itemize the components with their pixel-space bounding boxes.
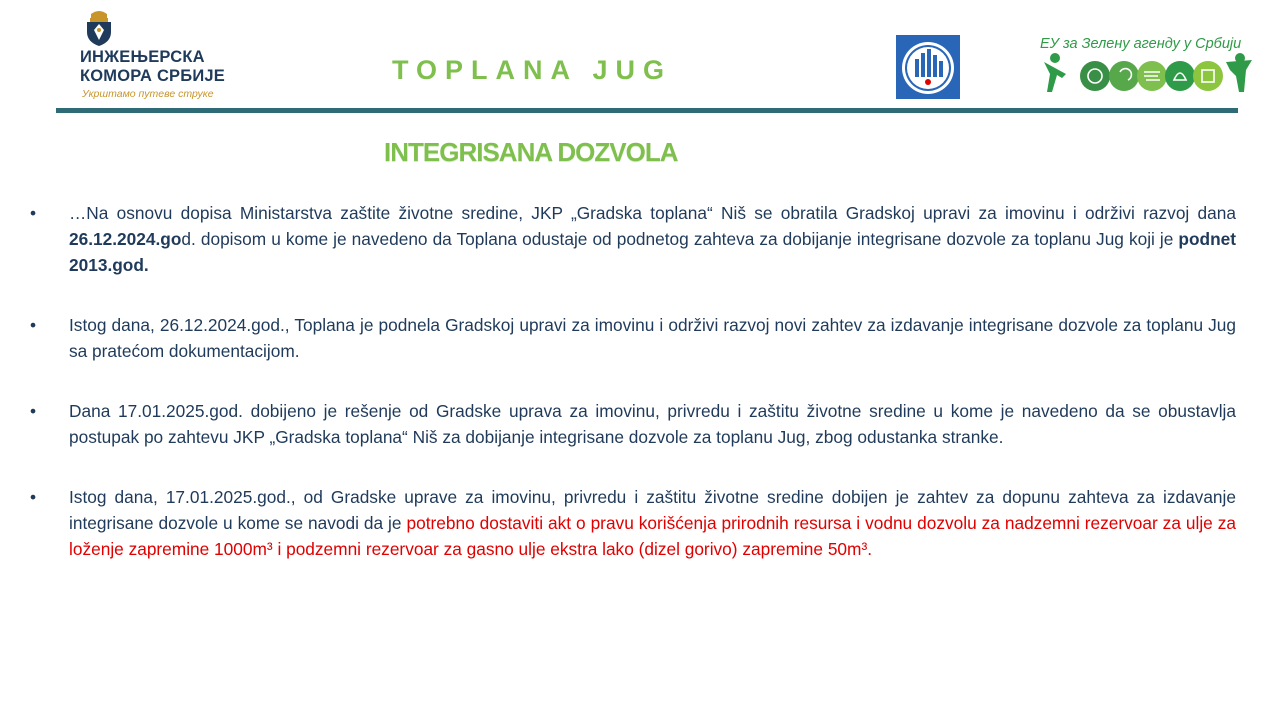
bullet-highlight-red: potrebno dostaviti akt o pravu korišćenja prirodnih resursa i vodnu dozvolu za nadzemni rezervoar za ulje za loženje zapremine 1000m³ i podzemni rezervoar za gasno ulje ekstra lako (dizel gorivo) zapremine 50m³.	[69, 513, 1236, 559]
bullet-bold-date: podnet 2013.god.	[69, 229, 1236, 275]
toplana-logo-icon	[896, 35, 960, 99]
eu-green-agenda-logo-icon	[1040, 34, 1265, 100]
bullet-text: Istog dana, 26.12.2024.god., Toplana je podnela Gradskoj upravi za imovinu i održivi razvoj novi zahtev za izdavanje integrisane dozvole za toplanu Jug sa pratećom dokumentacijom.	[69, 315, 1236, 361]
bullet-list	[30, 200, 1236, 596]
bullet-text: Dana 17.01.2025.god. dobijeno je rešenje od Gradske uprava za imovinu, privredu i zaštitu životne sredine u kome je navedeno da se obustavlja postupak po zahtevu JKP „Gradska toplana“ Niš za dobijanje integrisane dozvole za toplanu Jug, zbog odustanka stranke.	[69, 401, 1236, 447]
bullet-marker: •	[30, 315, 37, 335]
bullet-marker: •	[30, 203, 37, 223]
header-divider	[56, 108, 1238, 113]
bullet-item	[30, 484, 1236, 562]
bullet-item	[30, 398, 1236, 450]
bullet-text: Istog dana, 17.01.2025.god., od Gradske uprave za imovinu, privredu i zaštitu životne sredine dobijen je zahtev za dopunu zahteva za izdavanje integrisane dozvole u kome se navodi da je	[69, 487, 1236, 533]
org-slogan: Укрштамо путеве струке	[82, 88, 214, 100]
eu-green-agenda-text: ЕУ за Зелену агенду у Србији	[1040, 36, 1242, 52]
bullet-item	[30, 312, 1236, 364]
org-name-line1: ИНЖЕЊЕРСКА	[80, 48, 205, 66]
bullet-item	[30, 200, 1236, 278]
org-name-line2: КОМОРА СРБИЈЕ	[80, 67, 225, 85]
bullet-marker: •	[30, 487, 37, 507]
header-title: TOPLANA JUG	[392, 55, 673, 85]
engineering-chamber-logo	[80, 8, 240, 103]
bullet-marker: •	[30, 401, 37, 421]
coat-of-arms-icon	[84, 8, 114, 46]
bullet-text: …Na osnovu dopisa Ministarstva zaštite životne sredine, JKP „Gradska toplana“ Niš se obratila Gradskoj upravi za imovinu i održivi razvoj dana	[69, 203, 1236, 223]
bullet-bold-date: 26.12.2024.go	[69, 229, 182, 249]
section-title: INTEGRISANA DOZVOLA	[384, 137, 678, 167]
bullet-text: d. dopisom u kome je navedeno da Toplana odustaje od podnetog zahteva za dobijanje integrisane dozvole za toplanu Jug koji je	[181, 229, 1179, 249]
